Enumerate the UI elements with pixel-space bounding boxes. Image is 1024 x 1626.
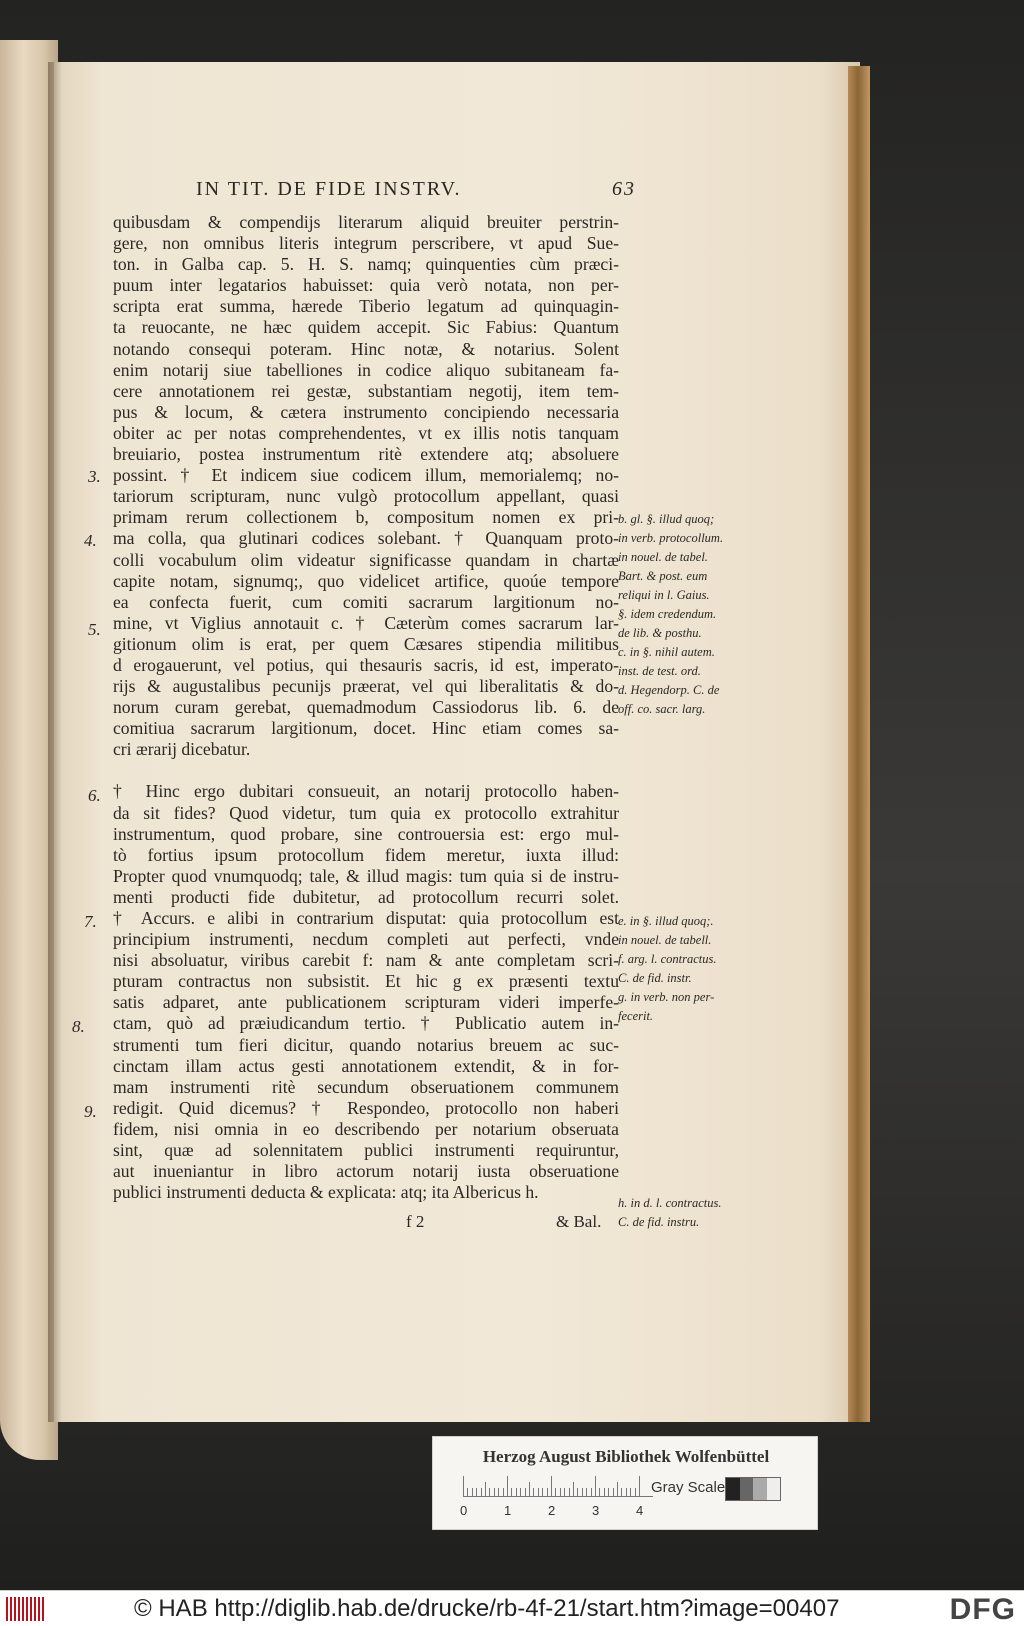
ruler-tick bbox=[476, 1488, 477, 1496]
dfg-logo: DFG bbox=[949, 1593, 1016, 1626]
text-line: cinctam illam actus gesti annotationem extendit, & in for- bbox=[113, 1055, 619, 1076]
library-color-card bbox=[432, 1436, 818, 1530]
ruler-tick bbox=[626, 1488, 627, 1496]
text-line: mine, vt Viglius annotauit c. † Cæterùm comes sacrarum lar- bbox=[113, 612, 619, 633]
ruler-tick bbox=[613, 1488, 614, 1496]
text-line: scripta erat summa, hærede Tiberio legatum ad quinquagin- bbox=[113, 296, 619, 317]
ruler-tick bbox=[520, 1488, 521, 1496]
text-line: satis adparet, ante publicationem scripturam videri imperfe- bbox=[113, 992, 619, 1013]
ruler-tick bbox=[564, 1488, 565, 1496]
text-line: instrumentum, quod probare, sine controuersia est: ergo mul- bbox=[113, 823, 619, 844]
scale-number: 2 bbox=[548, 1503, 556, 1518]
swatch-step bbox=[767, 1478, 781, 1500]
text-line: da sit fides? Quod videtur, tum quia ex protocollo extrahitur bbox=[113, 802, 619, 823]
ruler-tick bbox=[604, 1488, 605, 1496]
swatch-step bbox=[740, 1478, 754, 1500]
ruler-tick bbox=[599, 1488, 600, 1496]
ruler-tick bbox=[481, 1488, 482, 1496]
ruler-tick bbox=[538, 1488, 539, 1496]
scale-number: 3 bbox=[592, 1503, 600, 1518]
ruler-tick bbox=[586, 1488, 587, 1496]
ruler-tick bbox=[595, 1476, 596, 1496]
marginal-note: fecerit. bbox=[618, 1009, 654, 1023]
running-title: IN TIT. DE FIDE INSTRV. bbox=[196, 178, 462, 200]
scale-number: 4 bbox=[636, 1503, 644, 1518]
ruler-tick bbox=[569, 1488, 570, 1496]
gutter-shadow bbox=[48, 62, 62, 1422]
ruler-tick bbox=[582, 1488, 583, 1496]
text-line: menti producti fide dubitetur, ad protocollum recurri solet. bbox=[113, 886, 619, 907]
scale-ruler bbox=[463, 1477, 653, 1497]
grayscale-label: Gray Scale bbox=[651, 1479, 726, 1496]
text-line: cri ærarij dicebatur. bbox=[113, 739, 251, 760]
section-number: 8. bbox=[72, 1017, 85, 1036]
marginal-note: f. arg. l. contractus. bbox=[618, 952, 717, 966]
ruler-tick bbox=[608, 1488, 609, 1496]
text-line: Propter quod vnumquodq; tale, & illud magis: tum quia si de instru- bbox=[113, 865, 619, 886]
section-number: 7. bbox=[84, 912, 97, 931]
text-line: ea confecta fuerit, cum comiti sacrarum largitionum no- bbox=[113, 591, 619, 612]
marginal-note: off. co. sacr. larg. bbox=[618, 702, 706, 716]
text-line: cere annotationem rei gestæ, substantiam negotij, item tem- bbox=[113, 380, 619, 401]
catchword: & Bal. bbox=[556, 1212, 602, 1231]
text-line: pturam contractus non subsistit. Et hic g ex præsenti textu bbox=[113, 971, 619, 992]
text-line: principium instrumenti, necdum completi aut perfecti, vnde bbox=[113, 929, 619, 950]
ruler-tick bbox=[529, 1482, 530, 1496]
ruler-tick bbox=[525, 1488, 526, 1496]
signature-mark: f 2 bbox=[406, 1212, 425, 1231]
marginal-notes-group bbox=[618, 1194, 754, 1232]
ruler-tick bbox=[551, 1476, 552, 1496]
ruler-tick bbox=[630, 1488, 631, 1496]
text-line: aut inueniantur in libro actorum notarij iusta obseruatione bbox=[113, 1161, 619, 1182]
section-number: 9. bbox=[84, 1102, 97, 1121]
ruler-tick bbox=[494, 1488, 495, 1496]
marginal-note: in nouel. de tabell. bbox=[618, 933, 712, 947]
marginal-notes-group bbox=[618, 510, 754, 719]
ruler-tick bbox=[516, 1488, 517, 1496]
paragraph-gap bbox=[113, 760, 619, 781]
marginal-note: §. idem credendum. bbox=[618, 607, 717, 621]
page-number: 63 bbox=[612, 178, 636, 200]
ruler-tick bbox=[511, 1488, 512, 1496]
text-line: rijs & augustalibus pecunijs præerat, vel qui liberalitatis & do- bbox=[113, 676, 619, 697]
marginal-note: c. in §. nihil autem. bbox=[618, 645, 715, 659]
text-line: possint. † Et indicem siue codicem illum, memorialemq; no- bbox=[113, 465, 619, 486]
text-line: redigit. Quid dicemus? † Respondeo, protocollo non haberi bbox=[113, 1097, 619, 1118]
hab-barcode-icon bbox=[6, 1597, 46, 1621]
ruler-tick bbox=[507, 1476, 508, 1496]
swatch-step bbox=[753, 1478, 767, 1500]
ruler-tick bbox=[617, 1482, 618, 1496]
ruler-tick bbox=[489, 1488, 490, 1496]
text-line: primam rerum collectionem b, compositum nomen ex pri- bbox=[113, 507, 619, 528]
viewer-footer bbox=[0, 1590, 1024, 1626]
section-number: 3. bbox=[88, 467, 101, 486]
marginal-notes-group bbox=[618, 912, 754, 1026]
ruler-tick bbox=[547, 1488, 548, 1496]
text-line: gitionum olim is erat, per quem Cæsares stipendia militibus bbox=[113, 633, 619, 654]
marginal-note: in nouel. de tabel. bbox=[618, 550, 708, 564]
text-line: capite notam, signumq;, quo videlicet artifice, quoúe tempore bbox=[113, 570, 619, 591]
marginal-note: b. gl. §. illud quoq; bbox=[618, 512, 715, 526]
text-line: puum inter legatarios habuisset: quia verò notata, non per- bbox=[113, 275, 619, 296]
main-text bbox=[113, 212, 619, 1203]
marginal-note: e. in §. illud quoq;. bbox=[618, 914, 714, 928]
marginal-note: Bart. & post. eum bbox=[618, 569, 708, 583]
ruler-tick bbox=[498, 1488, 499, 1496]
text-line: norum curam gerebat, quemadmodum Cassiodorus lib. 6. de bbox=[113, 697, 619, 718]
marginal-note: C. de fid. instru. bbox=[618, 1215, 700, 1229]
ruler-tick bbox=[577, 1488, 578, 1496]
text-line: pus & locum, & cætera instrumento concipiendo necessaria bbox=[113, 401, 619, 422]
ruler-tick bbox=[621, 1488, 622, 1496]
text-line: notando consequi poteram. Hinc notæ, & notarius. Solent bbox=[113, 338, 619, 359]
text-line: † Hinc ergo dubitari consueuit, an notarij protocollo haben- bbox=[113, 781, 619, 802]
scale-number: 0 bbox=[460, 1503, 468, 1518]
section-number: 4. bbox=[84, 531, 97, 550]
text-line: ta reuocante, ne hæc quidem accepit. Sic Fabius: Quantum bbox=[113, 317, 619, 338]
text-line: colli vocabulum olim videatur significasse quandam in chartæ bbox=[113, 549, 619, 570]
section-number: 5. bbox=[88, 620, 101, 639]
ruler-tick bbox=[635, 1488, 636, 1496]
text-line: † Accurs. e alibi in contrarium disputat: quia protocollum est bbox=[113, 908, 619, 928]
library-name: Herzog August Bibliothek Wolfenbüttel bbox=[482, 1447, 770, 1466]
ruler-tick bbox=[573, 1482, 574, 1496]
text-line: ma colla, qua glutinari codices solebant. † Quanquam proto- bbox=[113, 528, 619, 549]
text-line: comitiua sacrarum largitionum, docet. Hinc etiam comes sa- bbox=[113, 718, 619, 739]
text-line: sint, quæ ad solennitatem publici instrumenti requiruntur, bbox=[113, 1140, 619, 1161]
text-line: tò fortius ipsum protocollum fidem meretur, iuxta illud: bbox=[113, 844, 619, 865]
marginal-note: g. in verb. non per- bbox=[618, 990, 715, 1004]
ruler-tick bbox=[485, 1482, 486, 1496]
ruler-tick bbox=[503, 1488, 504, 1496]
ruler-tick bbox=[555, 1488, 556, 1496]
ruler-tick bbox=[472, 1488, 473, 1496]
running-header bbox=[196, 178, 636, 208]
scale-number: 1 bbox=[504, 1503, 512, 1518]
text-line: ctam, quò ad præiudicandum tertio. † Publicatio autem in- bbox=[113, 1013, 619, 1034]
marginal-note: de lib. & posthu. bbox=[618, 626, 702, 640]
marginal-note: d. Hegendorp. C. de bbox=[618, 683, 720, 697]
page-fore-edge bbox=[848, 66, 870, 1422]
ruler-tick bbox=[542, 1488, 543, 1496]
ruler-tick bbox=[639, 1476, 640, 1496]
text-line: tariorum scripturam, nunc vulgò protocollum appellant, quasi bbox=[113, 486, 619, 507]
source-url-text[interactable]: © HAB http://diglib.hab.de/drucke/rb-4f-21/start.htm?image=00407 bbox=[134, 1595, 840, 1622]
marginal-note: in verb. protocollum. bbox=[618, 531, 724, 545]
ruler-tick bbox=[463, 1476, 464, 1496]
ruler-tick bbox=[591, 1488, 592, 1496]
text-line: mam instrumenti ritè secundum obseruationem communem bbox=[113, 1076, 619, 1097]
ruler-tick bbox=[533, 1488, 534, 1496]
grayscale-swatch bbox=[725, 1477, 781, 1501]
ruler-tick bbox=[560, 1488, 561, 1496]
text-line: fidem, nisi omnia in eo describendo per notarium obseruata bbox=[113, 1118, 619, 1139]
ruler-tick bbox=[467, 1488, 468, 1496]
text-line: breuiario, postea instrumentum ritè extendere atq; absoluere bbox=[113, 444, 619, 465]
marginal-note: C. de fid. instr. bbox=[618, 971, 692, 985]
text-line: enim notarij siue tabelliones in codice aliquo subitaneam fa- bbox=[113, 359, 619, 380]
text-line: ton. in Galba cap. 5. H. S. namq; quinquenties cùm præci- bbox=[113, 254, 619, 275]
section-number: 6. bbox=[88, 786, 101, 805]
marginal-note: inst. de test. ord. bbox=[618, 664, 701, 678]
marginal-note: h. in d. l. contractus. bbox=[618, 1196, 722, 1210]
marginal-note: reliqui in l. Gaius. bbox=[618, 588, 710, 602]
text-line: strumenti tum fieri dicitur, quando notarius breuem ac suc- bbox=[113, 1034, 619, 1055]
text-line: obiter ac per notas comprehendentes, vt ex illis notis tanquam bbox=[113, 422, 619, 443]
text-line: d erogauerunt, vel potius, qui thesauris sacris, id est, imperato- bbox=[113, 654, 619, 675]
text-line: publici instrumenti deducta & explicata: atq; ita Albericus h. bbox=[113, 1182, 539, 1203]
text-line: nisi absoluatur, viribus carebit f: nam & ante completam scri- bbox=[113, 950, 619, 971]
text-line: quibusdam & compendijs literarum aliquid breuiter perstrin- bbox=[113, 212, 619, 232]
swatch-step bbox=[726, 1478, 740, 1500]
text-line: gere, non omnibus literis integrum perscribere, vt apud Sue- bbox=[113, 233, 619, 254]
